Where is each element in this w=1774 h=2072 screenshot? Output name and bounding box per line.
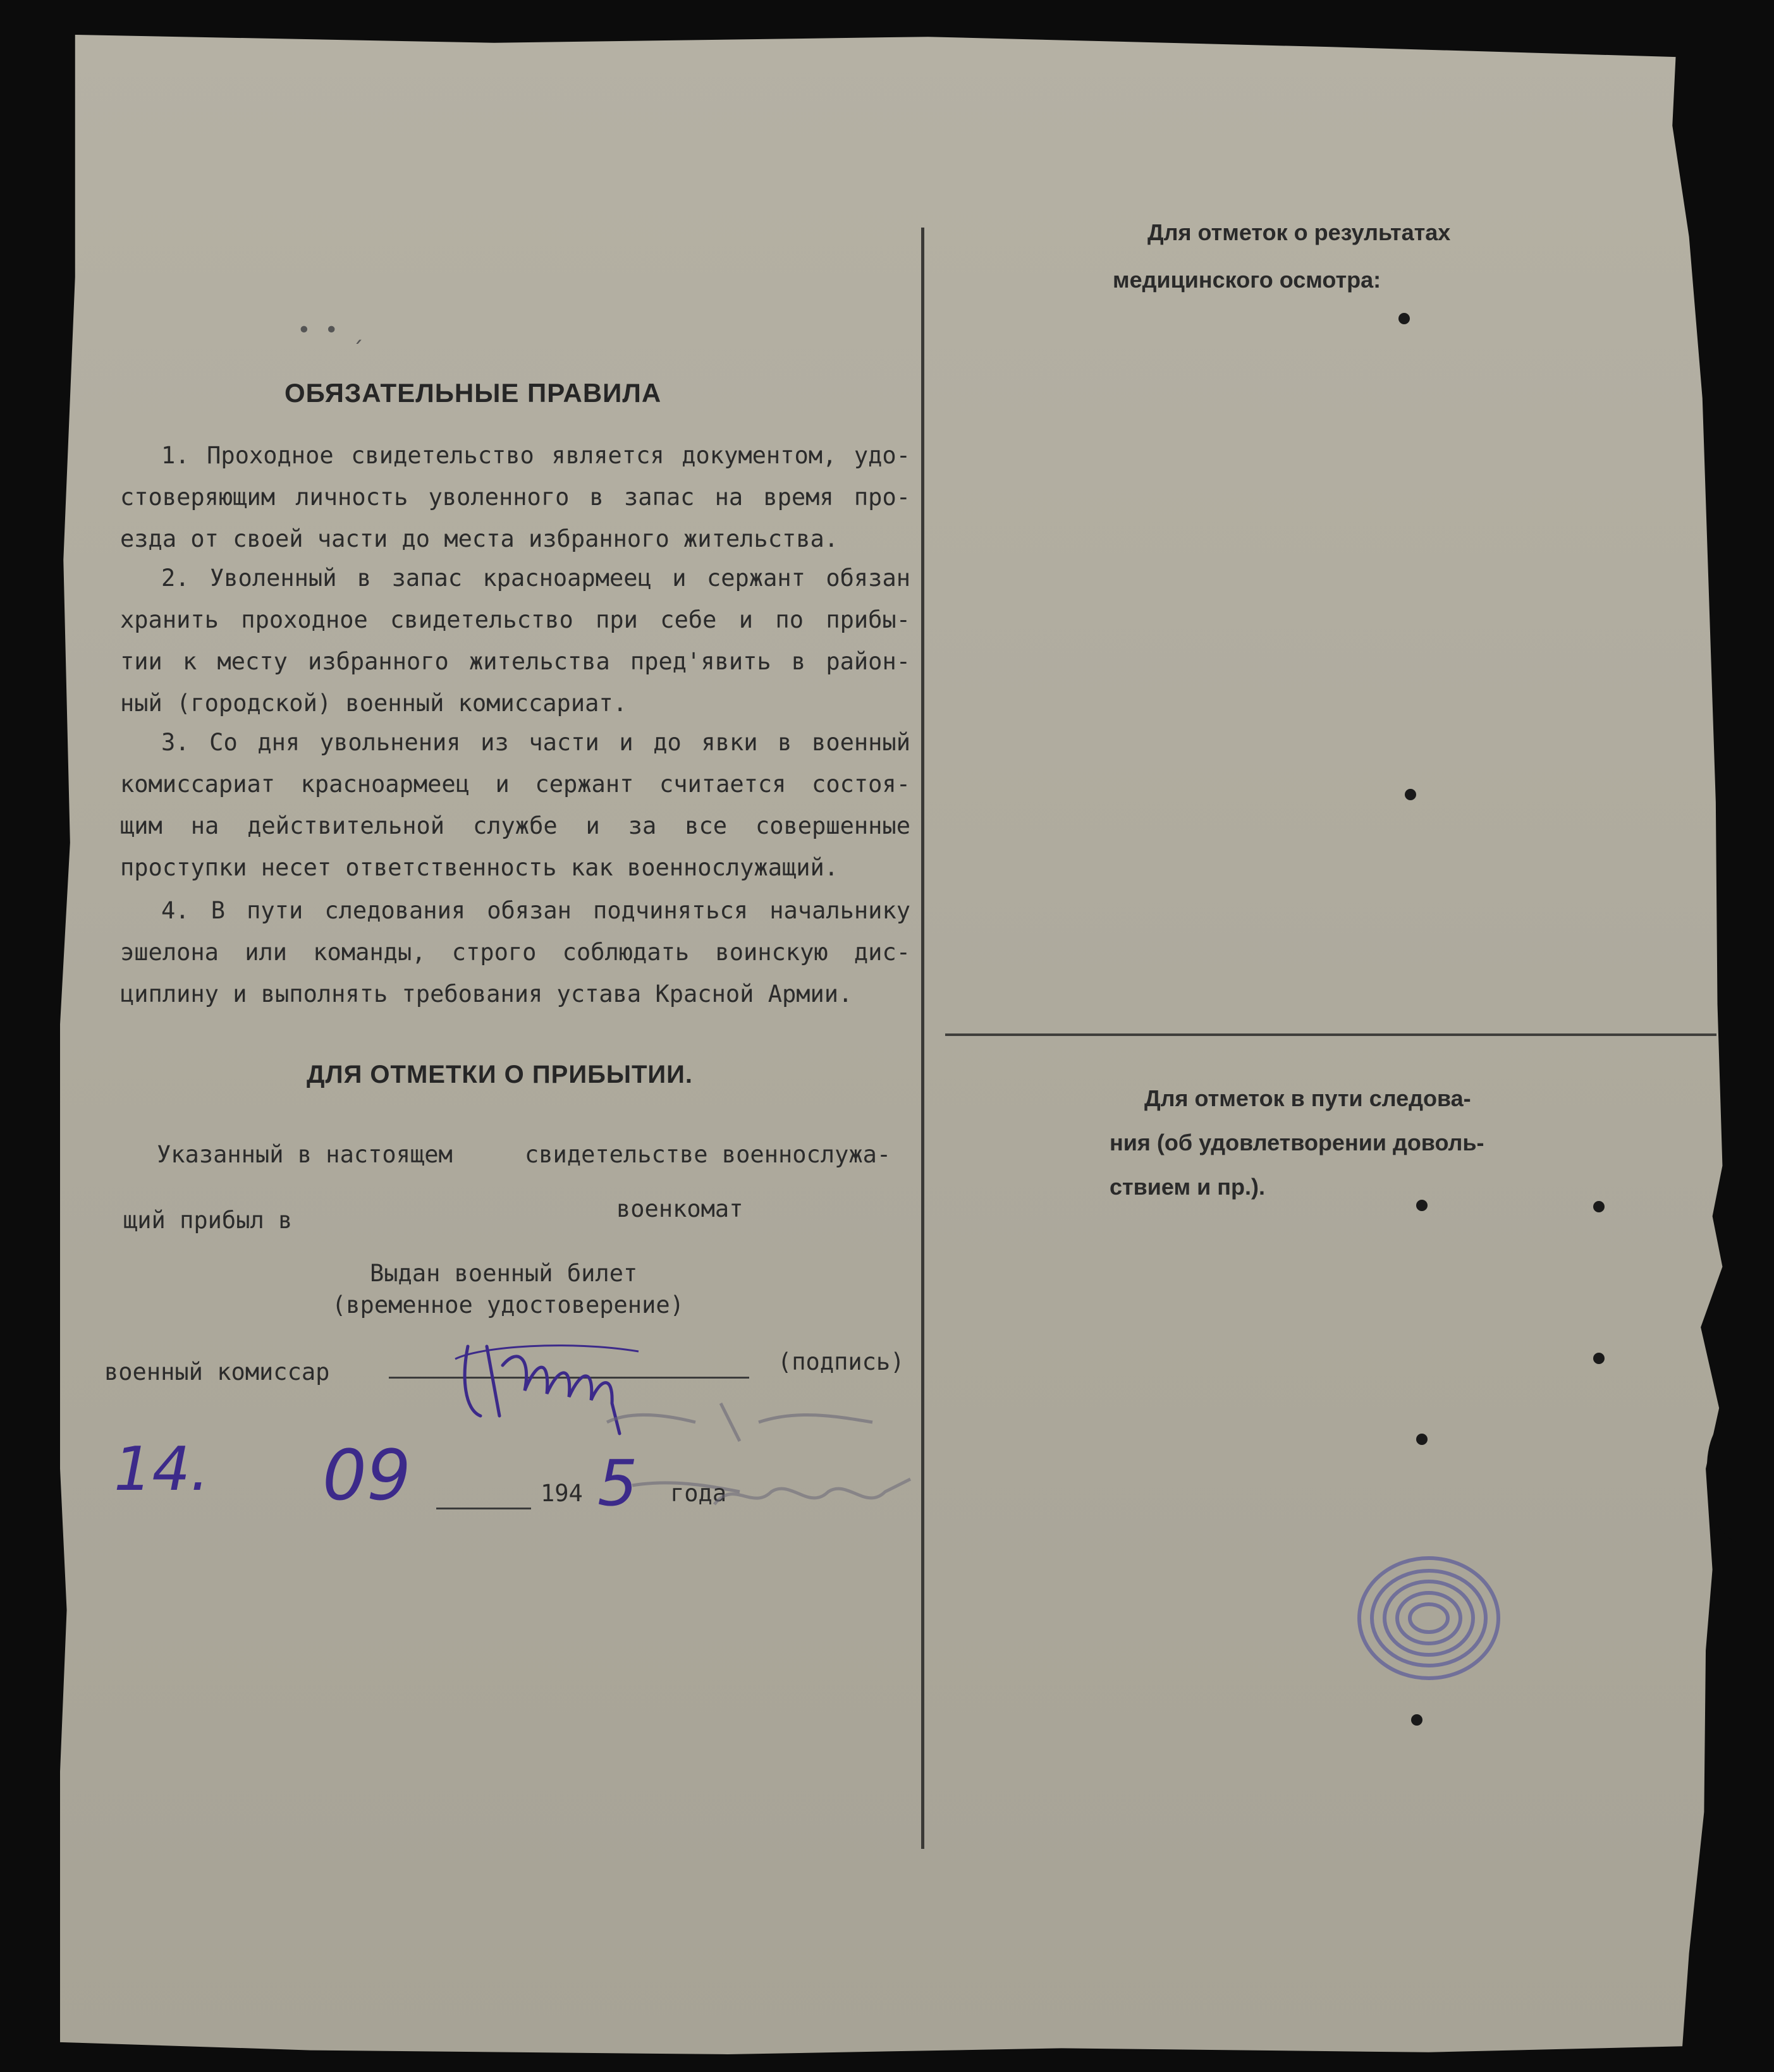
right-section-divider [945, 1033, 1716, 1036]
stray-marks: • • ˏ [297, 317, 366, 343]
commissar-label: военный комиссар [104, 1358, 330, 1386]
rule-4 [120, 890, 910, 1015]
rule-3-line: 3. Со дня увольнения из части и до явки в военный [161, 729, 910, 756]
transit-notes-line3: ствием и пр.). [1110, 1174, 1265, 1200]
fingerprint-stamp [1340, 1530, 1524, 1713]
handwritten-year-digit [597, 1446, 638, 1520]
issued-military-id: Выдан военный билет [370, 1260, 638, 1287]
torn-edge [1707, 1416, 1774, 1542]
rule-2-line: тии к месту избранного жительства пред'явить в район- [120, 648, 910, 675]
arrival-line1-b: свидетельстве военнослужа- [525, 1141, 891, 1168]
rules-title: ОБЯЗАТЕЛЬНЫЕ ПРАВИЛА [284, 378, 662, 408]
arrival-title: ДЛЯ ОТМЕТКИ О ПРИБЫТИИ. [307, 1061, 694, 1088]
rule-1-line: стоверяющим личность уволенного в запас на время про- [120, 484, 910, 511]
punch-hole [1416, 1200, 1428, 1211]
rule-1-line: езда от своей части до места избранного жительства. [120, 525, 839, 552]
punch-hole [1416, 1434, 1428, 1445]
transit-notes-line2: ния (об удовлетворении доволь- [1110, 1130, 1484, 1155]
rule-3-line: проступки несет ответственность как военнослужащий. [120, 854, 839, 881]
transit-notes-line1: Для отметок в пути следова- [1144, 1085, 1471, 1111]
faded-stamp-text [708, 1466, 923, 1523]
signature-caption: (подпись) [778, 1348, 905, 1375]
rule-4-line: 4. В пути следования обязан подчиняться начальнику [161, 897, 910, 924]
punch-hole [1411, 1714, 1422, 1726]
rule-3 [120, 722, 910, 889]
date-line [436, 1508, 531, 1509]
year-prefix: 194 [541, 1480, 583, 1507]
arrival-line2-b: военкомат [616, 1195, 743, 1222]
punch-hole [1398, 313, 1410, 324]
rule-1-line: 1. Проходное свидетельство является документом, удо- [161, 442, 910, 469]
rule-2 [120, 558, 910, 724]
rule-2-line: хранить проходное свидетельство при себе и по прибы- [120, 606, 910, 633]
medical-notes-line1: Для отметок о результатах [1147, 219, 1451, 245]
punch-hole [1593, 1201, 1605, 1212]
arrival-line1-a: Указанный в настоящем [157, 1141, 453, 1168]
handwritten-day: 14. [114, 1435, 210, 1504]
rule-1 [120, 435, 910, 560]
year-digit-text: 5 [597, 1446, 638, 1520]
medical-notes-line2: медицинского осмотра: [1113, 267, 1381, 293]
punch-hole [1405, 789, 1416, 800]
rule-2-line: 2. Уволенный в запас красноармеец и сержант обязан [161, 564, 910, 592]
rule-3-line: комиссариат красноармеец и сержант считается состоя- [120, 771, 910, 798]
year-suffix: года [670, 1480, 727, 1507]
punch-hole [1593, 1353, 1605, 1364]
column-divider [921, 228, 924, 1849]
arrival-line2-a: щий прибыл в [123, 1207, 293, 1234]
rule-4-line: эшелона или команды, строго соблюдать воинскую дис- [120, 939, 910, 966]
temporary-certificate: (временное удостоверение) [332, 1291, 684, 1319]
rule-4-line: циплину и выполнять требования устава Красной Армии. [120, 980, 853, 1008]
rule-2-line: ный (городской) военный комиссариат. [120, 690, 627, 717]
handwritten-month: 09 [322, 1435, 411, 1516]
rule-3-line: щим на действительной службе и за все совершенные [120, 812, 910, 839]
